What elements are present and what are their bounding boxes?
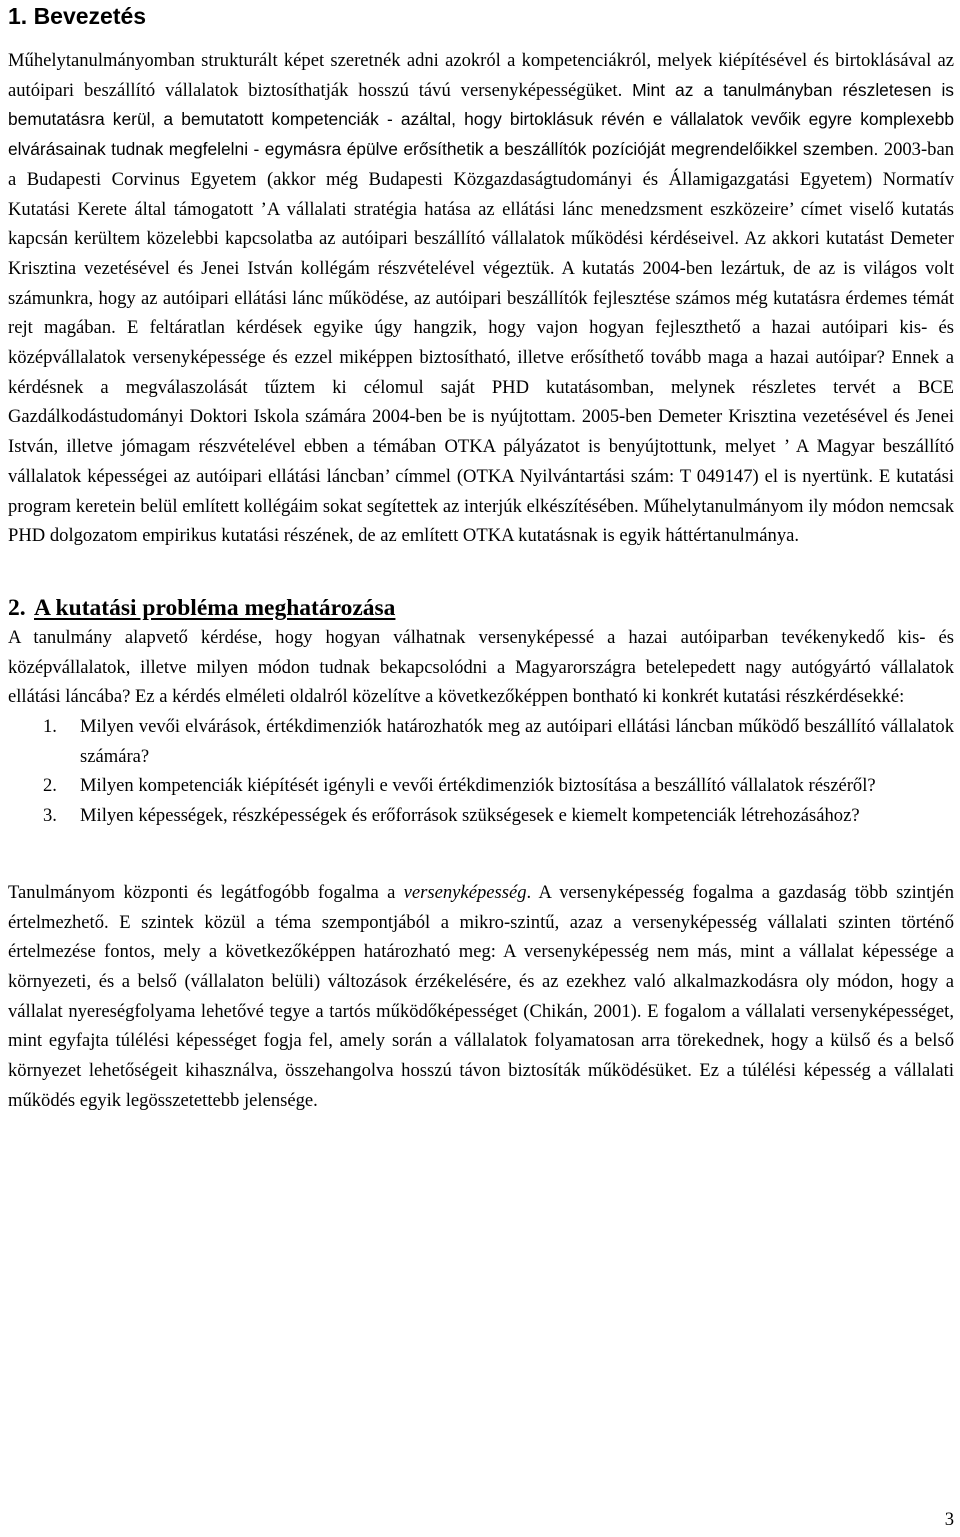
document-page (8, 0, 954, 1116)
list-item (8, 712, 954, 771)
paragraph-segment-2: . A versenyképesség fogalma a gazdaság több szintjén értelmezhető. E szintek közül a téma szempontjából a mikro-szintű, azaz a versenyképesség vállalati szinten történő értelmezése fontos, mely a következőképpen határozható meg: A versenyképesség nem más, mint a vállalat képessége a környezeti, és a belső (vállalaton belüli) változások érzékelésére, és az ezekhez való alkalmazkodásra oly módon, hogy a vállalat nyereségfolyama lehetővé tegye a tartós működőképességet (Chikán, 2001). E fogalom a vállalati versenyképességet, mint egyfajta túlélési képességet fogja fel, amely során a vállalatok folyamatosan arra törekednek, hogy a külső és a belső környezet lehetőségeit kihasználva, összehangolva hosszú távon biztosíták működésüket. Ez a túlélési képesség a vállalati működés egyik legösszetettebb jelensége. (8, 881, 954, 1111)
research-questions-list (8, 712, 954, 831)
paragraph-segment-1: Tanulmányom központi és legátfogóbb fogalma a (8, 881, 404, 903)
list-item-text: Milyen képességek, részképességek és erőforrások szükségesek e kiemelt kompetenciák létrehozásához? (80, 805, 860, 827)
list-item (8, 771, 954, 801)
list-item-number: 3. (43, 805, 57, 827)
page-number: 3 (944, 1509, 954, 1530)
paragraph-segment-2: Mint az a tanulmányban részletesen is bemutatásra kerül, a bemutatott kompetenciák - azáltal, hogy birtoklásuk révén e vállalatok vevőik egyre komplexebb elvárásainak tudnak megfelelni - egymásra épülve erősíthetik a beszállítók pozícióját megrendelőikkel szemben. (8, 79, 954, 160)
section-1-paragraph (8, 46, 954, 551)
section-2-title: A kutatási probléma meghatározása (34, 594, 396, 621)
section-2-heading (8, 551, 954, 623)
list-item-text: Milyen kompetenciák kiépítését igényli e vevői értékdimenziók biztosítása a beszállító vállalatok részéről? (80, 775, 876, 797)
section-2-number: 2. (8, 594, 26, 621)
paragraph-segment-3: 2003-ban a Budapesti Corvinus Egyetem (akkor még Budapesti Közgazdaságtudományi és Államigazgatási Egyetem) Normatív Kutatási Kerete által támogatott ’A vállalati stratégia hatása az ellátási lánc menedzsment eszközeire’ címet viselő kutatás kapcsán kerültem közelebbi kapcsolatba az autóipari beszállító vállalatok működési kérdéseivel. Az akkori kutatást Demeter Krisztina vezetésével és Jenei István kollégám részvételével végeztük. A kutatás 2004-ben lezártuk, de az is világos volt számunkra, hogy az autóipari ellátási lánc működése, az autóipari beszállítók fejlesztése számos még kutatásra érdemes témát rejt magában. E feltáratlan kérdések egyike úgy hangzik, hogy vajon hogyan fejleszthető a hazai autóipari kis- és középvállalatok versenyképessége és ezzel miképpen biztosítható, illetve erősíthető tovább maga a hazai autóipar? Ennek a kérdésnek a megválaszolását tűztem ki célomul saját PHD kutatásomban, melynek részletes tervét a BCE Gazdálkodástudományi Doktori Iskola számára 2004-ben be is nyújtottam. 2005-ben Demeter Krisztina vezetésével és Jenei István, illetve jómagam részvételével ebben a témában OTKA pályázatot is benyújtottunk, melyet ’ A Magyar beszállító vállalatok képességei az autóipari ellátási láncban’ címmel (OTKA Nyilvántartási szám: T 049147) el is nyertünk. E kutatási program keretein belül említett kollégáim sokat segítettek az interjúk elkészítésében. Műhelytanulmányom ily módon nemcsak PHD dolgozatom empirikus kutatási részének, de az említett OTKA kutatásnak is egyik háttértanulmánya. (8, 139, 954, 547)
list-item-number: 1. (43, 716, 57, 738)
emphasized-term: versenyképesség (403, 881, 527, 903)
paragraph-segment-1: Műhelytanulmányomban strukturált képet szeretnék adni azokról a kompetenciákról, melyek kiépítésével és birtoklásával az autóipari beszállító vállalatok biztosíthatják hosszú távú versenyképességüket. (8, 50, 954, 101)
section-2-intro-paragraph: A tanulmány alapvető kérdése, hogy hogyan válhatnak versenyképessé a hazai autóiparban tevékenykedő kis- és középvállalatok, illetve milyen módon tudnak bekapcsolódni a Magyarországra betelepedett nagy autógyártó vállalatok ellátási láncába? Ez a kérdés elméleti oldalról közelítve a következőképpen bontható ki konkrét kutatási részkérdésekké: (8, 626, 954, 708)
competitiveness-paragraph (8, 878, 954, 1116)
list-item-text: Milyen vevői elvárások, értékdimenziók határozhatók meg az autóipari ellátási láncban működő beszállító vállalatok számára? (80, 716, 954, 767)
list-item-number: 2. (43, 775, 57, 797)
section-1-heading: 1. Bevezetés (8, 3, 147, 29)
list-item (8, 801, 954, 831)
